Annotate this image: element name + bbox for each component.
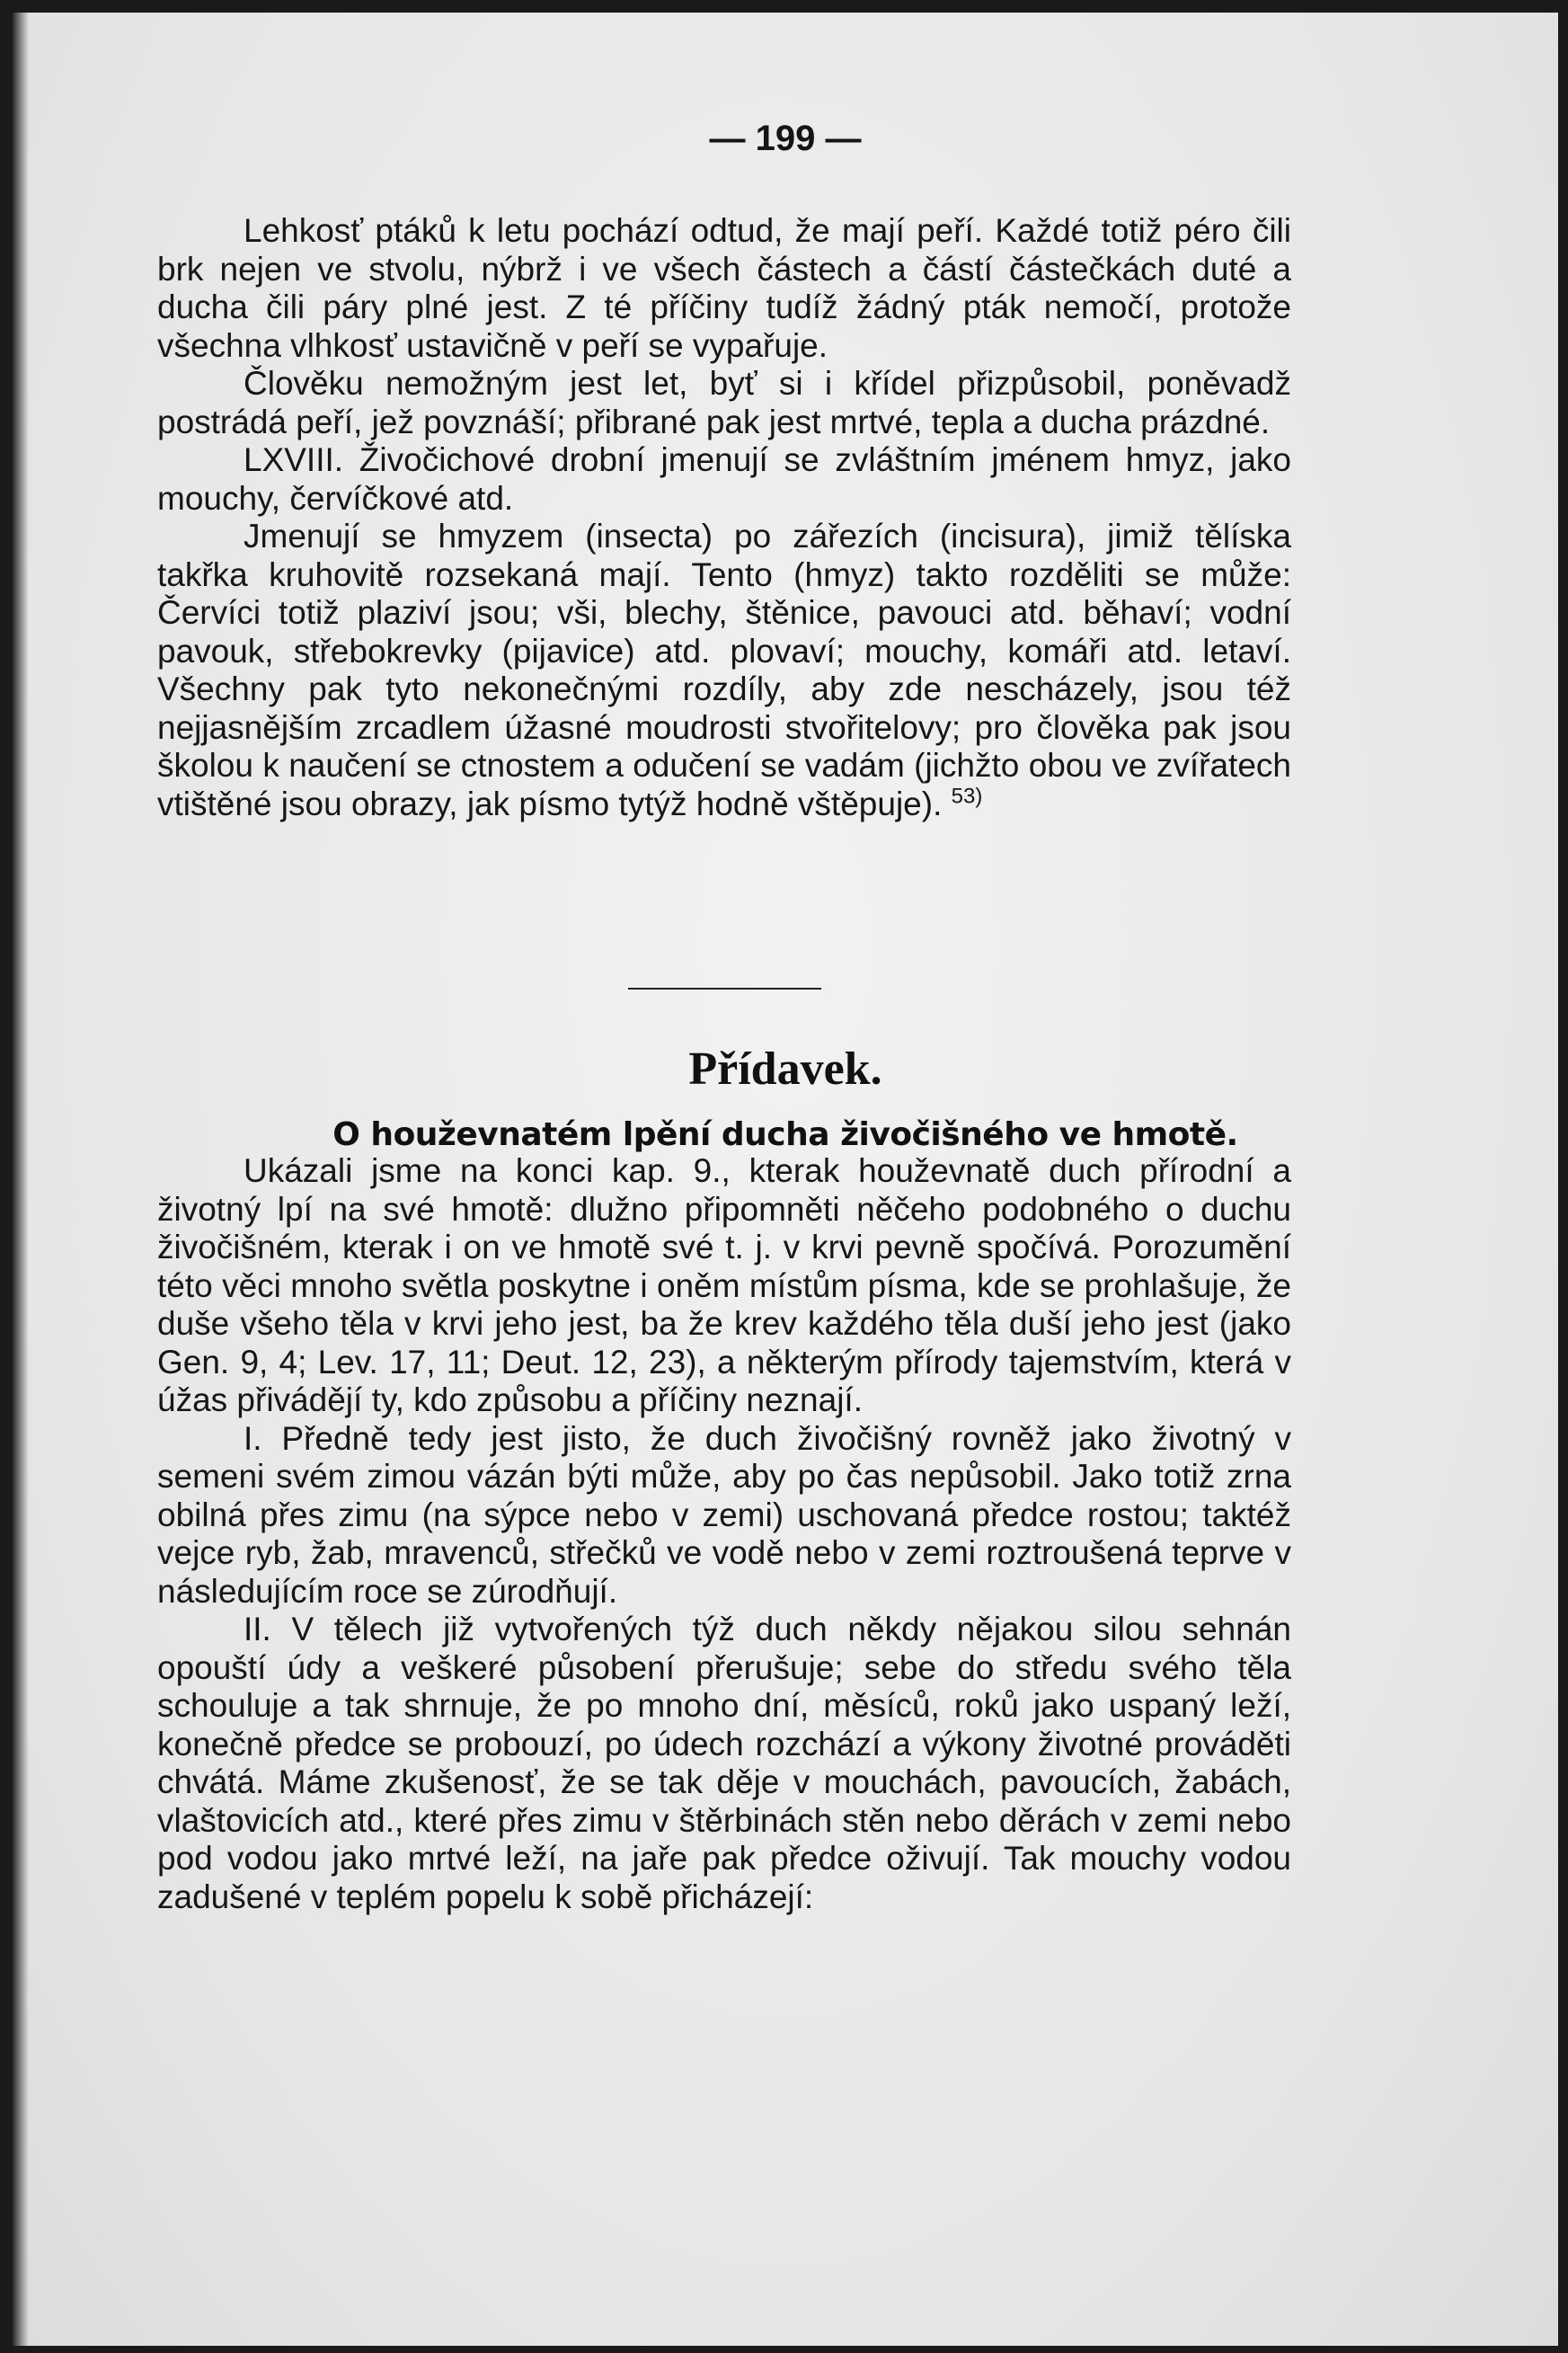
section-subheading: O houževnatém lpění ducha živočišného ve hmotě. <box>332 1116 1238 1153</box>
page-number: — 199 — <box>709 119 862 158</box>
text-block-top <box>157 212 1291 823</box>
paragraph-text: Jmenují se hmyzem (insecta) po zářezích (incisura), jimiž tělíska takřka kruhovitě rozsekaná mají. Tento (hmyz) takto rozděliti se může: Červíci totiž plaziví jsou; vši, blechy, štěnice, pavouci atd. běhaví; vodní pavouk, střebokrevky (pijavice) atd. plovaví; mouchy, komáři atd. letaví. Všechny pak tyto nekonečnými rozdíly, aby zde nescházely, jsou též nejjasnějším zrcadlem úžasné moudrosti stvořitelovy; pro člověka pak jsou školou k naučení se ctnostem a odučení se vadám (jichžto obou ve zvířatech vtištěné jsou obrazy, jak písmo tytýž hodně vštěpuje). <box>157 518 1291 822</box>
paragraph: II. V tělech již vytvořených týž duch někdy nějakou silou sehnán opouští údy a veškeré působení přerušuje; sebe do středu svého těla schouluje a tak shrnuje, že po mnoho dní, měsíců, roků jako uspaný leží, konečně předce se probouzí, po údech rozchází a výkony životné prováděti chvátá. Máme zkušenosť, že se tak děje v mouchách, pavoucích, žabách, vlaštovicích atd., které přes zimu v štěrbinách stěn nebo děrách v zemi nebo pod vodou jako mrtvé leží, na jaře pak předce oživují. Tak mouchy vodou zadušené v teplém popelu k sobě přicházejí: <box>157 1611 1291 1915</box>
paragraph-with-footnote <box>157 518 1291 823</box>
footnote-reference: 53) <box>951 784 983 809</box>
text-block-bottom <box>157 1152 1291 1916</box>
book-page <box>13 13 1558 2346</box>
paragraph: I. Předně tedy jest jisto, že duch živočišný rovněž jako životný v semeni svém zimou vázán býti může, aby po čas nepůsobil. Jako totiž zrna obilná přes zimu (na sýpce nebo v zemi) uschovaná předce rostou; taktéž vejce ryb, žab, mravenců, střečků ve vodě nebo v zemi roztroušená teprve v následujícím roce se zúrodňují. <box>157 1419 1291 1610</box>
paragraph: Lehkosť ptáků k letu pochází odtud, že mají peří. Každé totiž péro čili brk nejen ve stvolu, nýbrž i ve všech částech a částí částečkách duté a ducha čili páry plné jest. Z té příčiny tudíž žádný pták nemočí, protože všechna vlhkosť ustavičně v peří se vypařuje. <box>157 212 1291 364</box>
page-edge-shadow <box>13 13 29 2346</box>
section-heading: Přídavek. <box>688 1043 882 1095</box>
paragraph: LXVIII. Živočichové drobní jmenují se zvláštním jménem hmyz, jako mouchy, červíčkové atd. <box>157 441 1291 517</box>
paragraph: Ukázali jsme na konci kap. 9., kterak houževnatě duch přírodní a životný lpí na své hmotě: dlužno připomněti něčeho podobného o duchu živočišném, kterak i on ve hmotě své t. j. v krvi pevně spočívá. Porozumění této věci mnoho světla poskytne i oněm místům písma, kde se prohlašuje, že duše všeho těla v krvi jeho jest, ba že krev každého těla duší jeho jest (jako Gen. 9, 4; Lev. 17, 11; Deut. 12, 23), a některým přírody tajemstvím, která v úžas přivádějí ty, kdo způsobu a příčiny neznají. <box>157 1152 1291 1418</box>
section-divider <box>628 988 821 990</box>
paragraph: Člověku nemožným jest let, byť si i křídel přizpůsobil, poněvadž postrádá peří, jež povznáší; přibrané pak jest mrtvé, tepla a ducha prázdné. <box>157 365 1291 440</box>
